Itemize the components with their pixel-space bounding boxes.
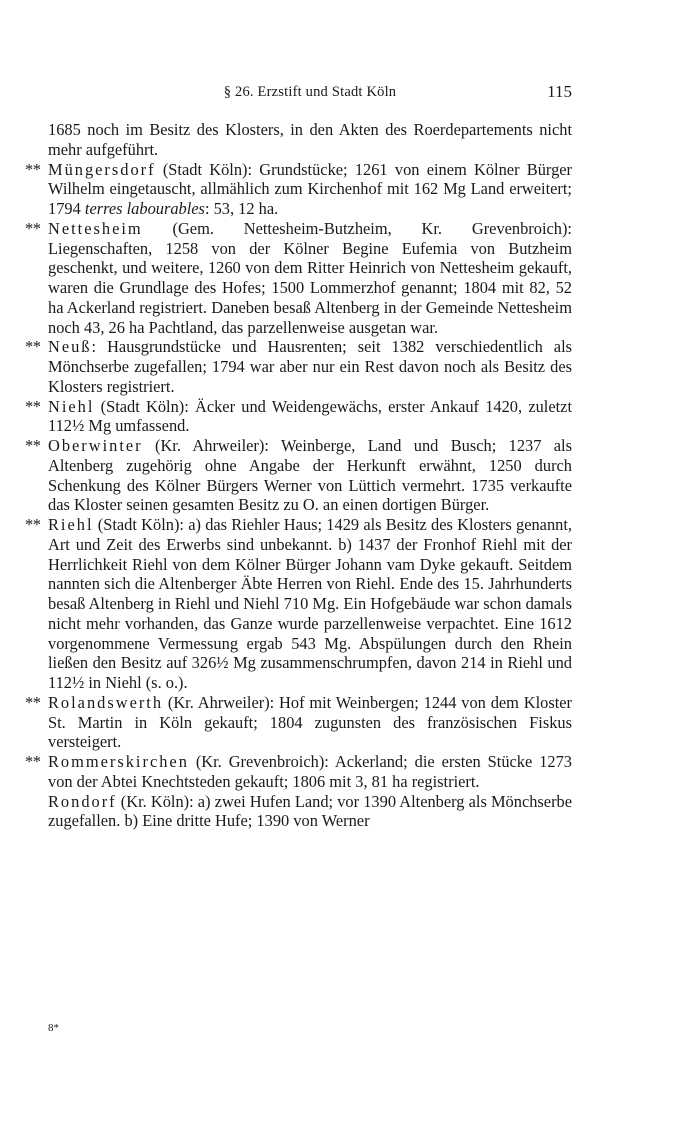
- entry-text: (Stadt Köln): a) das Riehler Haus; 1429 als Besitz des Klosters genannt, Art und Zeit des Erwerbs sind unbekannt. b) 1437 der Fronhof Riehl mit der Herrlichkeit Riehl von dem Kölner Bürger Johann vam Dyke gekauft. Seitdem nannten sich die Altenberger Äbte Herren von Riehl. Ende des 15. Jahrhunderts besaß Altenberg in Riehl und Niehl 710 Mg. Ein Hofgebäude war schon damals nicht mehr vorhanden, das Ganze wurde parzellenweise verpachtet. Eine 1612 vorgenommene Vermessung ergab 543 Mg. Abspülungen durch den Rhein ließen den Besitz auf 326½ Mg zusammenschrumpfen, davon 214 in Riehl und 112½ in Niehl (s. o.).: [48, 515, 572, 692]
- entry-rommerskirchen: [25, 752, 572, 792]
- place-name: Neuß: [48, 337, 92, 357]
- entry-oberwinter: [25, 436, 572, 515]
- running-head: [48, 84, 572, 106]
- entry-neuss: [25, 337, 572, 396]
- place-name: Rondorf: [48, 791, 117, 811]
- entry-text: (Kr. Ahrweiler): Hof mit Weinbergen; 1244 von dem Kloster St. Martin in Köln gekauft; 1804 zugunsten des französischen Fiskus versteigert.: [48, 692, 572, 752]
- entry-muengersdorf: [25, 159, 572, 219]
- entry-marker: **: [25, 515, 41, 534]
- entry-text-tail: : 53, 12 ha.: [204, 199, 279, 218]
- entry-marker: **: [25, 218, 41, 238]
- entry-marker: **: [25, 396, 41, 416]
- entry-nettesheim: [25, 218, 572, 338]
- place-name: Oberwinter: [48, 436, 143, 455]
- entry-marker: **: [25, 752, 41, 771]
- page-number: 115: [547, 82, 572, 101]
- place-name: Müngersdorf: [48, 159, 156, 179]
- place-name: Riehl: [48, 515, 94, 534]
- entry-niehl: [25, 396, 572, 437]
- signature-mark: 8*: [48, 1022, 59, 1034]
- entry-rolandswerth: [25, 692, 572, 752]
- entry-text: (Stadt Köln): Äcker und Weidengewächs, erster Ankauf 1420, zuletzt 112½ Mg umfassend.: [48, 396, 572, 436]
- entry-text: (Gem. Nettesheim-Butzheim, Kr. Grevenbroich): Liegenschaften, 1258 von der Kölner Begine Eufemia von Butzheim geschenkt, und weitere, 1260 von dem Ritter Heinrich von Nettesheim gekauft, waren die Grundlage des Hofes; 1500 Lommerzhof genannt; 1804 mit 82, 52 ha Ackerland registriert. Daneben besaß Altenberg in der Gemeinde Nettesheim noch 43, 26 ha Pachtland, das parzellenweise ausgetan war.: [48, 218, 572, 337]
- entry-text: : Hausgrundstücke und Hausrenten; seit 1382 verschiedentlich als Mönchserbe zugefallen; 1794 war aber nur ein Rest davon noch als Besitz des Klosters registriert.: [48, 337, 572, 396]
- running-head-title: § 26. Erzstift und Stadt Köln: [223, 84, 397, 100]
- entry-marker: **: [25, 159, 41, 179]
- entry-marker: **: [25, 692, 41, 712]
- place-name: Niehl: [48, 396, 95, 416]
- entry-riehl: [25, 515, 572, 693]
- entry-text: (Kr. Ahrweiler): Weinberge, Land und Busch; 1237 als Altenberg zugehörig ohne Angabe der Herkunft erwähnt, 1250 durch Schenkung des Kölner Bürgers Werner von Lüttich vermehrt. 1735 verkaufte das Kloster seinen gesamten Besitz zu O. an einen dortigen Bürger.: [48, 436, 572, 515]
- page-body: [25, 120, 572, 831]
- entry-text: (Kr. Köln): a) zwei Hufen Land; vor 1390 Altenberg als Mönchserbe zugefallen. b) Eine dritte Hufe; 1390 von Werner: [48, 791, 572, 831]
- entry-marker: **: [25, 337, 41, 357]
- place-name: Rolandswerth: [48, 692, 164, 712]
- entry-rondorf: [48, 792, 572, 832]
- entry-marker: **: [25, 436, 41, 455]
- entry-text: (Stadt Köln): Grundstücke; 1261 von einem Kölner Bürger Wilhelm eingetauscht, allmählich zum Kirchenhof mit 162 Mg Land erweitert; 1794: [48, 159, 572, 218]
- place-name: Nettesheim: [48, 218, 143, 238]
- place-name: Rommerskirchen: [48, 752, 189, 771]
- entry-italic-term: terres labourables: [84, 199, 205, 218]
- entry-text: (Kr. Grevenbroich): Ackerland; die ersten Stücke 1273 von der Abtei Knechtsteden gekauft; 1806 mit 3, 81 ha registriert.: [48, 752, 572, 791]
- continuation-paragraph: 1685 noch im Besitz des Klosters, in den Akten des Roerdepartements nicht mehr aufgeführt.: [48, 120, 572, 159]
